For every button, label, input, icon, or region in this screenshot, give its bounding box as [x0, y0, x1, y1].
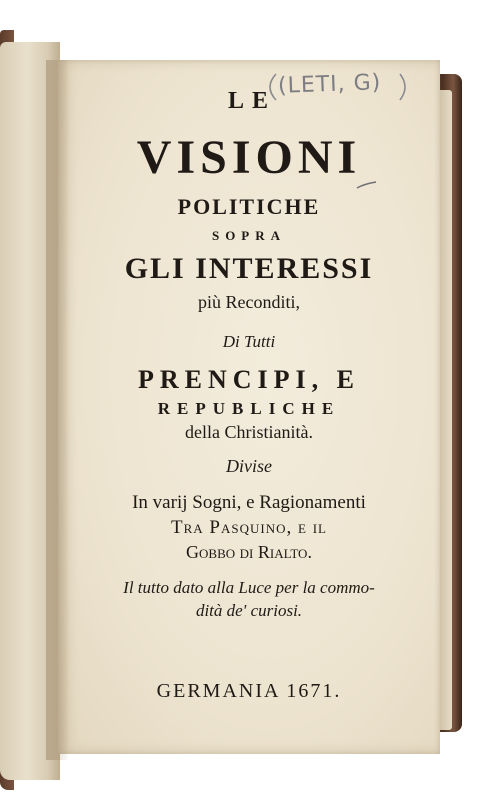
title-line-di-tutti: Di Tutti — [222, 332, 276, 351]
title-line-curiosi: dità de' curiosi. — [195, 601, 303, 620]
title-line-gli-interessi: GLI INTERESSI — [124, 252, 374, 285]
title-line-prencipi: PRENCIPI, E — [137, 365, 360, 394]
page-gutter-shadow — [46, 60, 68, 760]
title-line-sogni: In varij Sogni, e Ragionamenti — [132, 492, 366, 513]
title-line-le: LE — [227, 88, 276, 114]
title-line-visioni: VISIONI — [136, 131, 362, 184]
title-line-il-tutto: Il tutto dato alla Luce per la commo- — [123, 578, 375, 597]
title-page — [58, 60, 440, 754]
title-line-piu-reconditi: più Reconditi, — [198, 292, 300, 312]
title-line-politiche: POLITICHE — [177, 194, 321, 219]
title-line-pasquino: Tra Pasquino, e il — [171, 517, 327, 538]
page-block-edge — [438, 90, 452, 730]
pencil-check-icon — [356, 180, 378, 192]
title-line-gobbo: Gobbo di Rialto. — [186, 542, 312, 562]
title-line-divise: Divise — [226, 456, 272, 476]
title-line-sopra: SOPRA — [211, 228, 287, 243]
title-line-christianita: della Christianità. — [185, 422, 313, 442]
pencil-annotation: (LETI, G) — [277, 70, 382, 99]
imprint-line: GERMANIA 1671. — [156, 680, 342, 702]
title-line-republiche: REPUBLICHE — [157, 399, 341, 418]
